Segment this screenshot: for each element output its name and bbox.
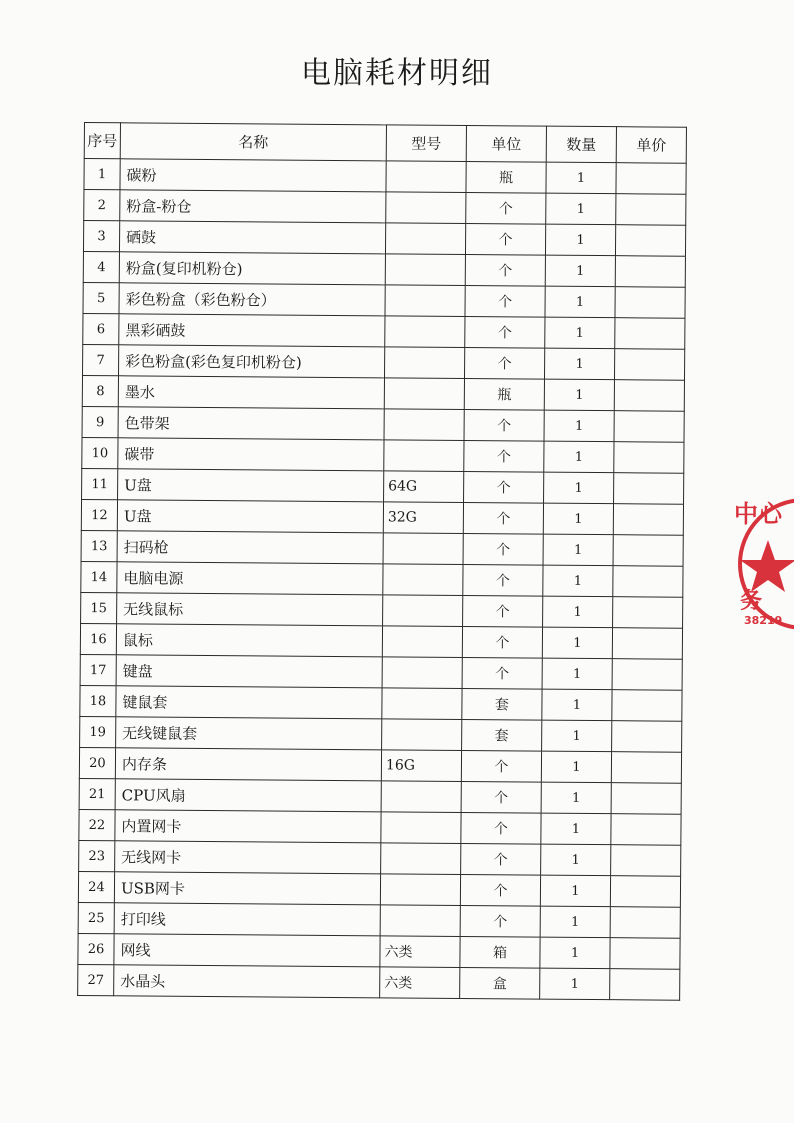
cell-unit: 套 — [462, 688, 542, 720]
cell-no: 14 — [81, 561, 117, 592]
header-no: 序号 — [84, 123, 120, 159]
cell-qty: 1 — [541, 782, 611, 814]
cell-price — [614, 411, 684, 443]
cell-name: 无线网卡 — [115, 841, 381, 874]
cell-unit: 个 — [460, 905, 540, 937]
cell-name: 水晶头 — [114, 965, 380, 998]
cell-qty: 1 — [542, 627, 612, 659]
cell-no: 1 — [84, 159, 120, 190]
cell-name: 键鼠套 — [116, 686, 382, 719]
cell-model — [384, 440, 464, 472]
cell-qty: 1 — [545, 255, 615, 287]
cell-unit: 个 — [466, 193, 546, 225]
cell-qty: 1 — [543, 534, 613, 566]
consumables-table-container — [77, 122, 686, 1043]
official-seal-stamp — [730, 490, 794, 640]
table-row — [80, 654, 682, 690]
cell-qty: 1 — [545, 317, 615, 349]
table-row — [79, 778, 681, 814]
cell-name: 扫码枪 — [117, 531, 383, 564]
table-row — [83, 344, 685, 380]
table-row — [80, 685, 682, 721]
cell-unit: 个 — [461, 843, 541, 875]
cell-price — [610, 907, 680, 939]
cell-model — [381, 843, 461, 875]
cell-model — [380, 905, 460, 937]
cell-model — [381, 781, 461, 813]
cell-price — [616, 194, 686, 226]
cell-name: 墨水 — [118, 376, 384, 409]
cell-price — [615, 225, 685, 257]
table-row — [82, 437, 684, 473]
cell-model — [383, 564, 463, 596]
cell-price — [611, 752, 681, 784]
cell-no: 15 — [81, 592, 117, 623]
cell-name: 内置网卡 — [115, 810, 381, 843]
seal-graphic — [730, 490, 794, 640]
cell-name: 内存条 — [115, 748, 381, 781]
cell-model: 六类 — [380, 936, 460, 968]
cell-qty: 1 — [545, 224, 615, 256]
cell-model — [384, 347, 464, 379]
cell-model — [386, 161, 466, 193]
cell-no: 7 — [83, 344, 119, 375]
cell-name: CPU风扇 — [115, 779, 381, 812]
cell-qty: 1 — [545, 286, 615, 318]
cell-unit: 个 — [461, 812, 541, 844]
cell-price — [613, 566, 683, 598]
cell-no: 5 — [83, 282, 119, 313]
table-row — [81, 530, 683, 566]
cell-no: 2 — [84, 190, 120, 221]
cell-no: 26 — [78, 933, 114, 964]
cell-qty: 1 — [546, 193, 616, 225]
cell-model — [385, 254, 465, 286]
cell-name: 键盘 — [116, 655, 382, 688]
cell-qty: 1 — [544, 441, 614, 473]
cell-unit: 个 — [461, 750, 541, 782]
cell-no: 21 — [79, 778, 115, 809]
cell-model: 六类 — [380, 967, 460, 999]
cell-model — [384, 409, 464, 441]
cell-model — [383, 595, 463, 627]
cell-no: 16 — [80, 623, 116, 654]
cell-price — [614, 380, 684, 412]
table-header-row — [84, 123, 686, 164]
cell-unit: 个 — [460, 874, 540, 906]
cell-unit: 箱 — [460, 936, 540, 968]
cell-no: 23 — [79, 840, 115, 871]
table-row — [78, 964, 680, 1000]
cell-no: 20 — [79, 747, 115, 778]
cell-qty: 1 — [540, 906, 610, 938]
cell-model — [386, 192, 466, 224]
cell-no: 4 — [83, 251, 119, 282]
cell-qty: 1 — [546, 162, 616, 194]
header-price: 单价 — [616, 127, 686, 164]
cell-no: 3 — [83, 221, 119, 252]
cell-no: 11 — [82, 468, 118, 499]
cell-qty: 1 — [544, 379, 614, 411]
cell-no: 17 — [80, 654, 116, 685]
cell-price — [613, 535, 683, 567]
cell-unit: 套 — [462, 719, 542, 751]
cell-price — [616, 163, 686, 195]
cell-price — [615, 318, 685, 350]
cell-unit: 个 — [464, 347, 544, 379]
cell-unit: 个 — [462, 626, 542, 658]
cell-no: 18 — [80, 685, 116, 716]
cell-price — [615, 287, 685, 319]
cell-price — [612, 628, 682, 660]
cell-qty: 1 — [544, 472, 614, 504]
cell-model — [382, 657, 462, 689]
cell-unit: 个 — [465, 224, 545, 256]
cell-no: 24 — [78, 871, 114, 902]
table-row — [83, 282, 685, 318]
cell-qty: 1 — [544, 410, 614, 442]
cell-name: 彩色粉盒（彩色粉仓） — [119, 283, 385, 316]
cell-no: 10 — [82, 437, 118, 468]
table-row — [84, 159, 686, 195]
table-row — [79, 747, 681, 783]
cell-price — [611, 845, 681, 877]
table-row — [83, 251, 685, 287]
cell-price — [612, 659, 682, 691]
cell-qty: 1 — [541, 751, 611, 783]
cell-price — [614, 473, 684, 505]
cell-price — [612, 690, 682, 722]
cell-model — [380, 874, 460, 906]
cell-price — [614, 349, 684, 381]
cell-qty: 1 — [542, 658, 612, 690]
table-row — [80, 716, 682, 752]
table-row — [82, 406, 684, 442]
cell-unit: 瓶 — [466, 162, 546, 194]
cell-no: 13 — [81, 530, 117, 561]
header-qty: 数量 — [546, 126, 616, 163]
table-row — [84, 190, 686, 226]
table-row — [78, 871, 680, 907]
cell-model — [384, 378, 464, 410]
table-row — [82, 375, 684, 411]
cell-model — [382, 719, 462, 751]
cell-name: 碳粉 — [120, 159, 386, 192]
cell-qty: 1 — [543, 503, 613, 535]
table-row — [81, 499, 683, 535]
cell-model: 32G — [383, 502, 463, 534]
cell-model — [382, 626, 462, 658]
cell-model: 64G — [384, 471, 464, 503]
cell-name: 粉盒(复印机粉仓) — [119, 252, 385, 285]
cell-price — [611, 783, 681, 815]
cell-model — [385, 285, 465, 317]
cell-name: 无线鼠标 — [117, 593, 383, 626]
cell-qty: 1 — [543, 596, 613, 628]
cell-unit: 个 — [465, 316, 545, 348]
cell-price — [613, 504, 683, 536]
cell-no: 12 — [81, 499, 117, 530]
table-row — [83, 221, 685, 257]
header-name: 名称 — [120, 123, 386, 161]
cell-qty: 1 — [541, 813, 611, 845]
table-row — [80, 623, 682, 659]
table-row — [81, 561, 683, 597]
consumables-table — [77, 122, 687, 1001]
cell-qty: 1 — [542, 720, 612, 752]
cell-name: U盘 — [118, 469, 384, 502]
cell-unit: 个 — [464, 409, 544, 441]
cell-price — [610, 969, 680, 1001]
cell-model — [385, 223, 465, 255]
cell-price — [611, 814, 681, 846]
cell-qty: 1 — [540, 875, 610, 907]
table-row — [79, 840, 681, 876]
cell-name: 硒鼓 — [119, 221, 385, 254]
table-row — [82, 468, 684, 504]
cell-qty: 1 — [544, 348, 614, 380]
table-row — [81, 592, 683, 628]
svg-text:务: 务 — [740, 589, 763, 614]
cell-name: 电脑电源 — [117, 562, 383, 595]
cell-unit: 个 — [461, 781, 541, 813]
cell-name: 色带架 — [118, 407, 384, 440]
cell-name: 打印线 — [114, 903, 380, 936]
cell-price — [614, 442, 684, 474]
cell-qty: 1 — [541, 844, 611, 876]
cell-qty: 1 — [540, 968, 610, 1000]
cell-qty: 1 — [540, 937, 610, 969]
cell-price — [610, 876, 680, 908]
cell-name: 无线键鼠套 — [116, 717, 382, 750]
cell-model — [383, 533, 463, 565]
table-row — [83, 313, 685, 349]
cell-name: 鼠标 — [116, 624, 382, 657]
cell-unit: 瓶 — [464, 378, 544, 410]
cell-unit: 个 — [463, 595, 543, 627]
cell-name: 碳带 — [118, 438, 384, 471]
cell-name: 粉盒-粉仓 — [120, 190, 386, 223]
cell-unit: 个 — [462, 657, 542, 689]
cell-name: U盘 — [117, 500, 383, 533]
cell-no: 8 — [82, 375, 118, 406]
svg-text:38219: 38219 — [744, 614, 783, 627]
cell-price — [610, 938, 680, 970]
cell-name: 彩色粉盒(彩色复印机粉仓) — [119, 345, 385, 378]
cell-price — [615, 256, 685, 288]
cell-unit: 个 — [464, 471, 544, 503]
cell-name: USB网卡 — [114, 872, 380, 905]
cell-no: 19 — [80, 716, 116, 747]
cell-model — [381, 812, 461, 844]
cell-unit: 个 — [464, 440, 544, 472]
cell-model: 16G — [381, 750, 461, 782]
cell-qty: 1 — [542, 689, 612, 721]
cell-model — [385, 316, 465, 348]
cell-no: 22 — [79, 809, 115, 840]
table-body — [78, 159, 687, 1001]
cell-name: 网线 — [114, 934, 380, 967]
svg-text:中心: 中心 — [734, 500, 782, 528]
header-unit: 单位 — [466, 126, 546, 163]
cell-no: 25 — [78, 902, 114, 933]
cell-qty: 1 — [543, 565, 613, 597]
page-title: 电脑耗材明细 — [301, 56, 493, 91]
cell-price — [612, 721, 682, 753]
cell-model — [382, 688, 462, 720]
cell-unit: 个 — [465, 255, 545, 287]
cell-unit: 个 — [463, 533, 543, 565]
cell-no: 6 — [83, 313, 119, 344]
cell-name: 黑彩硒鼓 — [119, 314, 385, 347]
cell-unit: 个 — [463, 564, 543, 596]
cell-no: 9 — [82, 406, 118, 437]
cell-unit: 盒 — [460, 967, 540, 999]
table-row — [78, 933, 680, 969]
table-row — [79, 809, 681, 845]
cell-unit: 个 — [465, 285, 545, 317]
table-row — [78, 902, 680, 938]
cell-no: 27 — [78, 964, 114, 995]
cell-unit: 个 — [463, 502, 543, 534]
cell-price — [613, 597, 683, 629]
header-model: 型号 — [386, 125, 466, 162]
